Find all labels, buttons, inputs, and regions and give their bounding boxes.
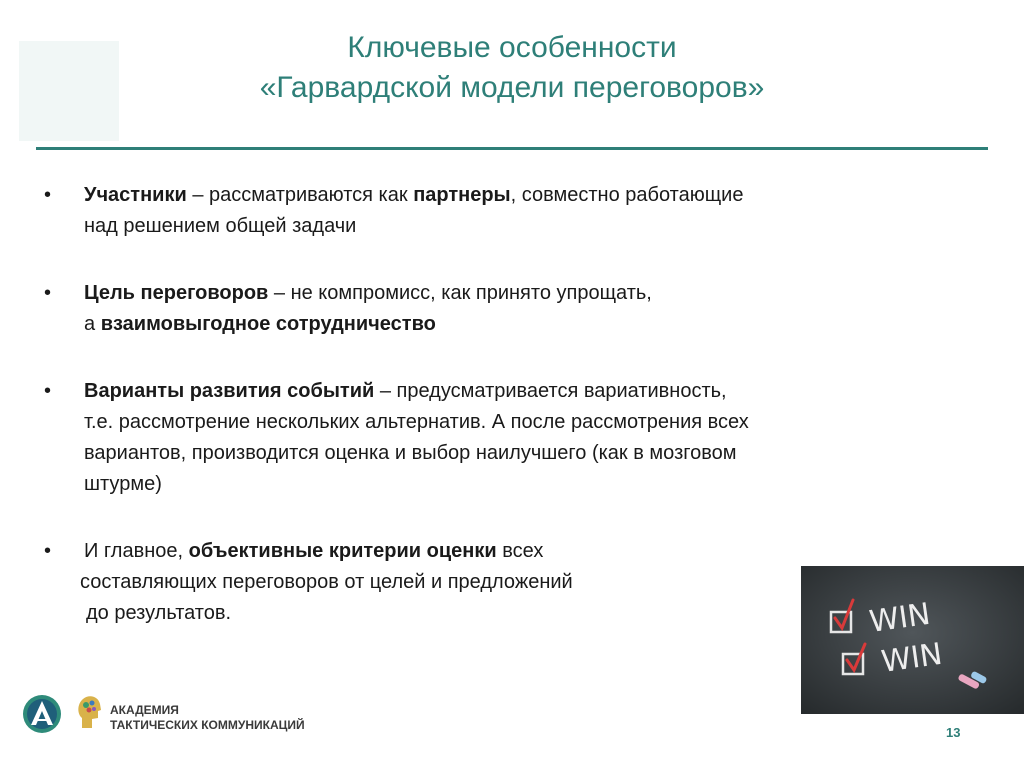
bullet-text: – не компромисс, как принято упрощать, — [268, 282, 652, 304]
bullet-text: И главное, — [84, 540, 189, 562]
bullet-line: над решением общей задачи — [84, 215, 357, 237]
title-divider — [36, 147, 988, 150]
bullet-line — [84, 180, 904, 211]
bullet-line — [84, 536, 904, 567]
bullet-marker: • — [44, 540, 52, 562]
academy-logo-icon — [22, 694, 62, 734]
bullet-line — [84, 376, 904, 407]
bullet-marker: • — [44, 282, 52, 304]
win-text-lower: WIN — [879, 636, 945, 680]
win-text-upper: WIN — [867, 596, 933, 640]
bullet-bold-text: Участники — [84, 184, 187, 206]
bullet-item-participants — [44, 180, 904, 242]
slide-title — [0, 28, 1024, 108]
academy-name — [110, 703, 305, 733]
bullet-bold-text: партнеры — [413, 184, 511, 206]
head-profile-icon — [76, 694, 102, 730]
bullet-item-criteria — [44, 536, 904, 629]
win-win-chalkboard-image — [801, 566, 1024, 714]
title-line-1: Ключевые особенности — [347, 31, 677, 64]
bullet-text: , совместно работающие — [510, 184, 744, 206]
bullet-bold-text: Цель переговоров — [84, 282, 269, 304]
bullet-item-options — [44, 376, 904, 500]
bullet-bold-text: взаимовыгодное сотрудничество — [100, 313, 436, 335]
bullet-item-goal — [44, 278, 904, 340]
bullet-line: штурме) — [84, 473, 162, 495]
bullet-marker: • — [44, 380, 52, 402]
bullet-text: всех — [496, 540, 544, 562]
academy-name-line-2: ТАКТИЧЕСКИХ КОММУНИКАЦИЙ — [110, 718, 305, 732]
page-number: 13 — [946, 725, 961, 740]
bullet-line: т.е. рассмотрение нескольких альтернатив. А после рассмотрения всех — [84, 411, 749, 433]
bullet-bold-text: Варианты развития событий — [84, 380, 375, 402]
title-line-2: «Гарвардской модели переговоров» — [259, 71, 765, 104]
academy-name-line-1: АКАДЕМИЯ — [110, 703, 179, 717]
bullet-line: вариантов, производится оценка и выбор наилучшего (как в мозговом — [84, 442, 737, 464]
bullet-line: составляющих переговоров от целей и предложений — [80, 571, 573, 593]
bullet-text: – рассматриваются как — [186, 184, 414, 206]
bullet-text: а — [84, 313, 101, 335]
bullet-list — [44, 180, 904, 665]
bullet-line: до результатов. — [86, 602, 232, 624]
bullet-bold-text: объективные критерии оценки — [188, 540, 497, 562]
bullet-line — [84, 309, 904, 340]
bullet-marker: • — [44, 184, 52, 206]
bullet-text: – предусматривается вариативность, — [374, 380, 727, 402]
bullet-line — [84, 278, 904, 309]
